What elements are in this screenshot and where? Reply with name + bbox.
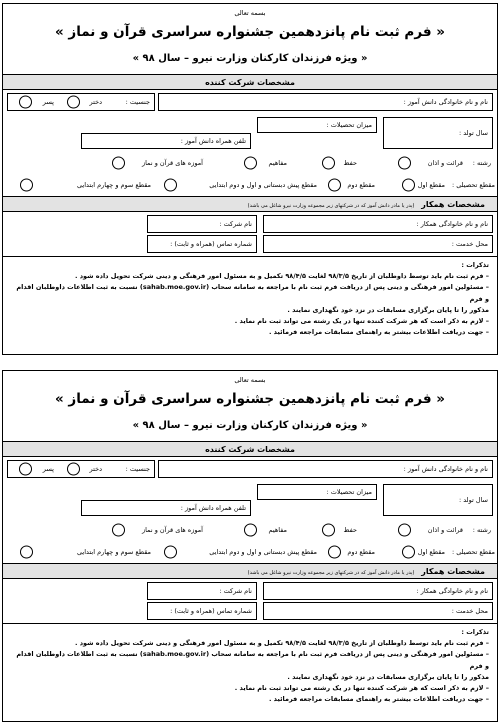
birth-year-field[interactable] [383,484,493,516]
level-option-label: مقطع دوم [347,548,375,556]
note-line: مذکور را تا پایان برگزاری مسابقات در نزد خود نگهداری نمایند . [287,672,489,681]
level-option-radio[interactable] [20,546,33,559]
birth-year-label: سال تولد : [458,129,488,137]
form-header [3,4,497,74]
notes-section [3,624,497,705]
company-label: نام شرکت : [219,220,252,228]
field-option-label: حفظ [343,159,357,167]
form-title: « فرم ثبت نام پانزدهمین جشنواره سراسری قرآن و نماز » [55,391,445,407]
field-option-label: حفظ [343,526,357,534]
notes-section [3,257,497,338]
contact-field[interactable] [147,602,257,620]
education-label: میزان تحصیلات : [326,488,372,496]
row-name-gender [3,457,497,481]
level-option-label: مقطع اول [417,548,445,556]
education-field[interactable] [257,117,377,133]
student-name-label: نام و نام خانوادگی دانش آموز : [403,465,488,473]
colleague-name-label: نام و نام خانوادگی همکار : [416,587,488,595]
education-label: میزان تحصیلات : [326,121,372,129]
phone-field[interactable] [81,133,251,149]
student-name-field[interactable] [158,460,493,478]
form-title: « فرم ثبت نام پانزدهمین جشنواره سراسری قرآن و نماز » [55,24,445,40]
note-line: – جهت دریافت اطلاعات بیشتر به راهنمای مسابقات مراجعه فرمائید . [268,695,489,704]
phone-field[interactable] [81,500,251,516]
gender-field [7,460,155,478]
level-option-radio[interactable] [402,179,415,192]
colleague-note: (پدر یا مادر دانش آموز که در شرکتهای زیر مجموعه وزارت نیرو شاغل می باشد) [247,570,415,576]
level-option-radio[interactable] [402,546,415,559]
level-option-radio[interactable] [20,179,33,192]
section-participant-header: مشخصات شرکت کننده [3,441,497,457]
notes-title: تذکرات : [461,628,489,636]
registration-form-1 [2,3,498,355]
workplace-field[interactable] [263,602,493,620]
colleague-name-field[interactable] [263,582,493,600]
gender-girl-radio[interactable] [67,96,80,109]
section-colleague-header [3,563,497,579]
gender-field [7,93,155,111]
row-field [3,519,497,541]
form-subtitle: « ویژه فرزندان کارکنان وزارت نیرو – سال ۹۸ » [132,53,368,64]
gender-girl-label: دختر [89,98,102,106]
gender-boy-radio[interactable] [19,96,32,109]
form-subtitle: « ویژه فرزندان کارکنان وزارت نیرو – سال ۹۸ » [132,420,368,431]
field-option-radio[interactable] [112,524,125,537]
level-option-radio[interactable] [164,546,177,559]
note-line: مذکور را تا پایان برگزاری مسابقات در نزد خود نگهداری نمایند . [287,305,489,314]
birth-year-label: سال تولد : [458,496,488,504]
birth-year-field[interactable] [383,117,493,149]
row-colleague [3,212,497,256]
field-option-label: قرائت و اذان [427,526,463,534]
row-colleague [3,579,497,623]
education-field[interactable] [257,484,377,500]
colleague-name-field[interactable] [263,215,493,233]
gender-label: جنسیت : [125,465,150,473]
row-name-gender [3,90,497,114]
contact-label: شماره تماس (همراه و ثابت) : [170,607,252,615]
gender-girl-radio[interactable] [67,463,80,476]
form-header [3,371,497,441]
bismillah-text: بسمه تعالی [234,376,266,384]
field-option-label: قرائت و اذان [427,159,463,167]
level-option-label: مقطع پیش دبستانی و اول و دوم ابتدایی [209,548,317,556]
notes-title: تذکرات : [461,261,489,269]
field-option-radio[interactable] [398,524,411,537]
row-birth-education-phone [3,114,497,152]
gender-boy-radio[interactable] [19,463,32,476]
section-colleague-title: مشخصات همکار [421,567,485,576]
field-option-radio[interactable] [244,524,257,537]
note-line: – مسئولین امور فرهنگی و دینی پس از دریافت فرم ثبت نام با مراجعه به سامانه سحاب (sahab.moe.gov.ir) نسبت به ثبت اطلاعات داوطلبان اقدام و فرم [16,283,489,303]
workplace-field[interactable] [263,235,493,253]
field-option-label: آموزه های قرآن و نماز [141,159,203,167]
level-option-label: مقطع اول [417,181,445,189]
note-line: – فرم ثبت نام باید توسط داوطلبان از تاریخ ۹۸/۳/۵ لغایت ۹۸/۴/۵ تکمیل و به مسئول امور فرهنگی و دینی شرکت تحویل داده شود . [74,272,489,281]
field-option-radio[interactable] [322,157,335,170]
row-field [3,152,497,174]
row-level [3,174,497,196]
level-option-radio[interactable] [328,179,341,192]
level-option-label: مقطع سوم و چهارم ابتدایی [77,181,151,189]
company-field[interactable] [147,215,257,233]
contact-label: شماره تماس (همراه و ثابت) : [170,240,252,248]
colleague-note: (پدر یا مادر دانش آموز که در شرکتهای زیر مجموعه وزارت نیرو شاغل می باشد) [247,203,415,209]
gender-boy-label: پسر [42,465,54,473]
bismillah-text: بسمه تعالی [234,9,266,17]
workplace-label: محل خدمت : [451,607,488,615]
level-option-radio[interactable] [164,179,177,192]
section-participant-header: مشخصات شرکت کننده [3,74,497,90]
field-option-radio[interactable] [112,157,125,170]
phone-label: تلفن همراه دانش آموز : [180,504,246,512]
field-label: رشته : [472,526,491,534]
note-line: – لازم به ذکر است که هر شرکت کننده تنها در یک رشته می تواند ثبت نام نماید . [234,317,489,326]
registration-form-2 [2,370,498,722]
field-option-label: آموزه های قرآن و نماز [141,526,203,534]
company-label: نام شرکت : [219,587,252,595]
gender-girl-label: دختر [89,465,102,473]
section-colleague-header [3,196,497,212]
note-line: – جهت دریافت اطلاعات بیشتر به راهنمای مسابقات مراجعه فرمائید . [268,328,489,337]
field-option-label: مفاهیم [268,159,287,167]
contact-field[interactable] [147,235,257,253]
field-label: رشته : [472,159,491,167]
row-birth-education-phone [3,481,497,519]
level-label: مقطع تحصیلی : [451,548,495,556]
note-line: – لازم به ذکر است که هر شرکت کننده تنها در یک رشته می تواند ثبت نام نماید . [234,684,489,693]
company-field[interactable] [147,582,257,600]
level-option-label: مقطع سوم و چهارم ابتدایی [77,548,151,556]
row-level [3,541,497,563]
level-option-radio[interactable] [328,546,341,559]
level-option-label: مقطع دوم [347,181,375,189]
level-label: مقطع تحصیلی : [451,181,495,189]
field-option-radio[interactable] [244,157,257,170]
field-option-radio[interactable] [322,524,335,537]
note-line: – فرم ثبت نام باید توسط داوطلبان از تاریخ ۹۸/۳/۵ لغایت ۹۸/۴/۵ تکمیل و به مسئول امور فرهنگی و دینی شرکت تحویل داده شود . [74,639,489,648]
workplace-label: محل خدمت : [451,240,488,248]
field-option-radio[interactable] [398,157,411,170]
gender-boy-label: پسر [42,98,54,106]
colleague-name-label: نام و نام خانوادگی همکار : [416,220,488,228]
field-option-label: مفاهیم [268,526,287,534]
gender-label: جنسیت : [125,98,150,106]
phone-label: تلفن همراه دانش آموز : [180,137,246,145]
note-line: – مسئولین امور فرهنگی و دینی پس از دریافت فرم ثبت نام با مراجعه به سامانه سحاب (sahab.moe.gov.ir) نسبت به ثبت اطلاعات داوطلبان اقدام و فرم [16,650,489,670]
student-name-field[interactable] [158,93,493,111]
section-colleague-title: مشخصات همکار [421,200,485,209]
student-name-label: نام و نام خانوادگی دانش آموز : [403,98,488,106]
level-option-label: مقطع پیش دبستانی و اول و دوم ابتدایی [209,181,317,189]
